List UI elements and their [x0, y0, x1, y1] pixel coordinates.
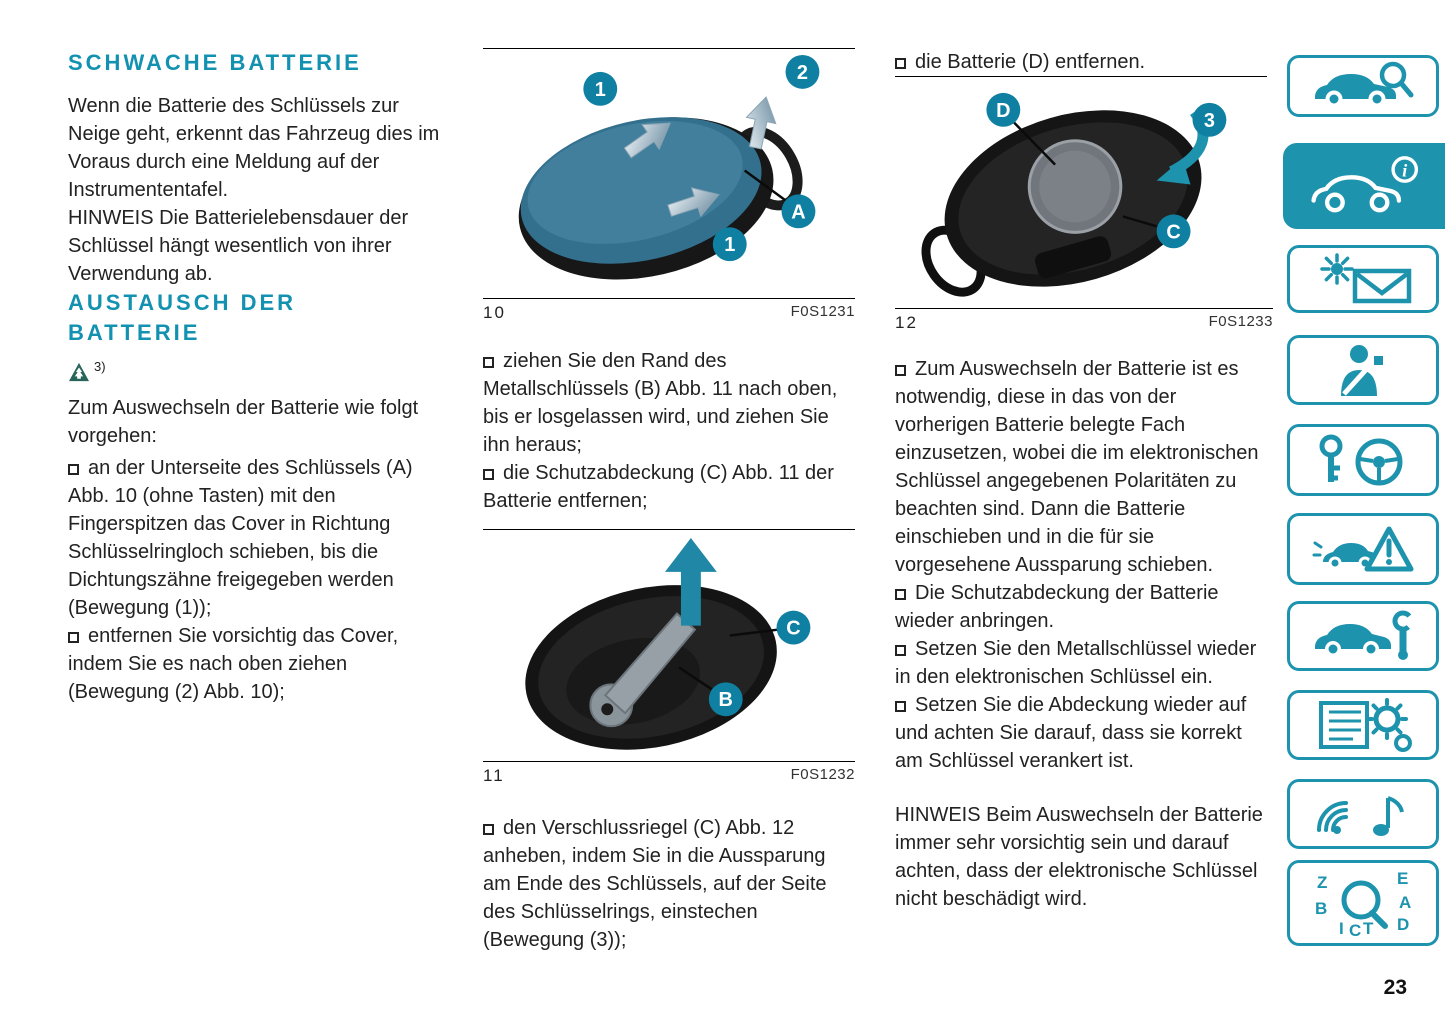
sidebar-tab-vehicle-knowledge[interactable]	[1287, 55, 1439, 117]
bullet-item: Zum Auswechseln der Batterie ist es notwendig, diese in das von der vorherigen Batterie belegte Fach einzusetzen, wobei die im elektronischen Schlüssel angegebenen Polaritäten zu beachten sind. Dann die Batterie einschieben und in die für sie vorgesehene Aussparung schieben.	[895, 358, 1259, 576]
sidebar-tab-index[interactable]	[1287, 860, 1439, 946]
sidebar-tab-emergency[interactable]	[1287, 513, 1439, 585]
page-number: 23	[1383, 976, 1407, 999]
figure-10	[483, 48, 855, 323]
footnote-marker: 3)	[94, 359, 106, 374]
figure-code: F0S1231	[790, 303, 855, 320]
paragraph-note: HINWEIS Beim Auswechseln der Batterie immer sehr vorsichtig sein und darauf achten, dass der elektronische Schlüssel nicht beschädigt wird.	[895, 804, 1263, 910]
bullet-item: den Verschlussriegel (C) Abb. 12 anheben, indem Sie in die Aussparung am Ende des Schlüssels, auf der Seite des Schlüsselrings, einstechen (Bewegung (3));	[483, 817, 827, 951]
alphabet-magnifier-icon	[1309, 868, 1417, 938]
bullet-item: entfernen Sie vorsichtig das Cover, indem Sie es nach oben ziehen (Bewegung (2) Abb. 10);	[68, 625, 399, 703]
bullet-square	[483, 357, 494, 368]
bullet-square	[895, 58, 906, 69]
svg-text:B: B	[718, 689, 733, 712]
section-heading-battery-replacement: AUSTAUSCH DER BATTERIE	[68, 290, 297, 345]
middle-column	[483, 48, 855, 954]
section-heading-weak-battery: SCHWACHE BATTERIE	[68, 50, 362, 75]
figure-label-C	[1157, 214, 1191, 248]
bullet-square	[895, 645, 906, 656]
figure-label-C	[777, 611, 811, 645]
figure-label-2	[786, 55, 820, 89]
svg-text:i: i	[1402, 160, 1408, 181]
key-fob-metal-key-illustration	[483, 529, 855, 761]
sidebar-tab-warning-lights[interactable]	[1287, 245, 1439, 313]
svg-text:1: 1	[724, 234, 736, 257]
bullet-item: Setzen Sie die Abdeckung wieder auf und achten Sie darauf, dass sie korrekt am Schlüssel verankert ist.	[895, 694, 1247, 772]
list-gear-icon	[1311, 697, 1415, 753]
figure-caption	[895, 308, 1273, 333]
bullet-square	[895, 701, 906, 712]
figure-code: F0S1232	[790, 766, 855, 783]
svg-text:B: B	[1315, 899, 1328, 918]
seatbelt-person-icon	[1311, 342, 1415, 398]
bullet-item: die Schutzabdeckung (C) Abb. 11 der Batterie entfernen;	[483, 462, 834, 512]
sidebar-tab-multimedia[interactable]	[1287, 779, 1439, 849]
figure-code: F0S1233	[1208, 313, 1273, 330]
paragraph-intro: Zum Auswechseln der Batterie wie folgt vorgehen:	[68, 397, 419, 447]
bullet-item: an der Unterseite des Schlüssels (A) Abb. 10 (ohne Tasten) mit den Fingerspitzen das Cover in Richtung Schlüsselringloch schieben, bis die Dichtungszähne freigegeben werden (Bewegung (1));	[68, 457, 413, 619]
paragraph: Wenn die Batterie des Schlüssels zur Neige geht, erkennt das Fahrzeug dies im Voraus durch eine Meldung auf der Instrumententafel.	[68, 95, 440, 201]
figure-number: 12	[895, 313, 918, 332]
svg-text:E: E	[1397, 869, 1409, 888]
svg-text:A: A	[791, 201, 806, 224]
figure-number: 10	[483, 303, 506, 322]
svg-text:D: D	[996, 99, 1011, 122]
svg-text:C: C	[1166, 221, 1181, 244]
key-fob-cover-illustration	[483, 48, 855, 298]
svg-text:A: A	[1399, 893, 1412, 912]
figure-caption	[483, 298, 855, 323]
bullet-square	[68, 464, 79, 475]
figure-label-1-top	[583, 72, 617, 106]
figure-label-1-bottom	[713, 227, 747, 261]
svg-text:2: 2	[796, 61, 809, 84]
right-column	[895, 48, 1273, 913]
sidebar-tab-maintenance[interactable]	[1287, 601, 1439, 671]
sidebar-tab-starting-driving[interactable]	[1287, 424, 1439, 496]
svg-text:1: 1	[594, 78, 606, 101]
svg-text:Z: Z	[1317, 873, 1328, 892]
footnote-row	[68, 359, 446, 382]
figure-label-D	[986, 93, 1020, 127]
svg-text:T: T	[1363, 919, 1374, 938]
warning-light-message-icon	[1311, 253, 1415, 305]
paragraph-note: HINWEIS Die Batterielebensdauer der Schlüssel hängt wesentlich von ihrer Verwendung ab.	[68, 207, 409, 285]
bullet-square	[483, 824, 494, 835]
key-fob-battery-illustration	[895, 76, 1267, 308]
svg-text:D: D	[1397, 915, 1410, 934]
figure-caption	[483, 761, 855, 786]
bullet-item: Die Schutzabdeckung der Batterie wieder anbringen.	[895, 582, 1219, 632]
svg-text:3: 3	[1203, 109, 1215, 132]
bullet-item: die Batterie (D) entfernen.	[895, 48, 1273, 76]
key-steering-wheel-icon	[1311, 432, 1415, 488]
bullet-item: Setzen Sie den Metallschlüssel wieder in den elektronischen Schlüssel ein.	[895, 638, 1257, 688]
car-warning-triangle-icon	[1311, 521, 1415, 577]
bullet-square	[483, 469, 494, 480]
bullet-square	[68, 632, 79, 643]
sidebar-tab-dashboard-info[interactable]	[1283, 143, 1445, 229]
bullet-square	[895, 365, 906, 376]
figure-label-A	[782, 194, 816, 228]
sidebar-tab-safety[interactable]	[1287, 335, 1439, 405]
figure-11	[483, 529, 855, 786]
car-info-icon	[1305, 154, 1423, 218]
sound-waves-note-icon	[1311, 786, 1415, 842]
figure-label-3	[1193, 103, 1227, 137]
figure-label-B	[709, 682, 743, 716]
sidebar-tab-technical-data[interactable]	[1287, 690, 1439, 760]
svg-text:I: I	[1339, 919, 1344, 938]
bullet-square	[895, 589, 906, 600]
figure-12	[895, 76, 1273, 333]
environment-warning-icon	[68, 362, 90, 382]
bullet-item: ziehen Sie den Rand des Metallschlüssels (B) Abb. 11 nach oben, bis er losgelassen wird, und ziehen Sie ihn heraus;	[483, 350, 838, 456]
car-magnifier-icon	[1311, 60, 1415, 112]
left-column	[68, 48, 446, 706]
car-wrench-icon	[1311, 608, 1415, 664]
svg-text:C: C	[1349, 921, 1362, 938]
svg-text:C: C	[786, 617, 801, 640]
figure-number: 11	[483, 766, 505, 785]
